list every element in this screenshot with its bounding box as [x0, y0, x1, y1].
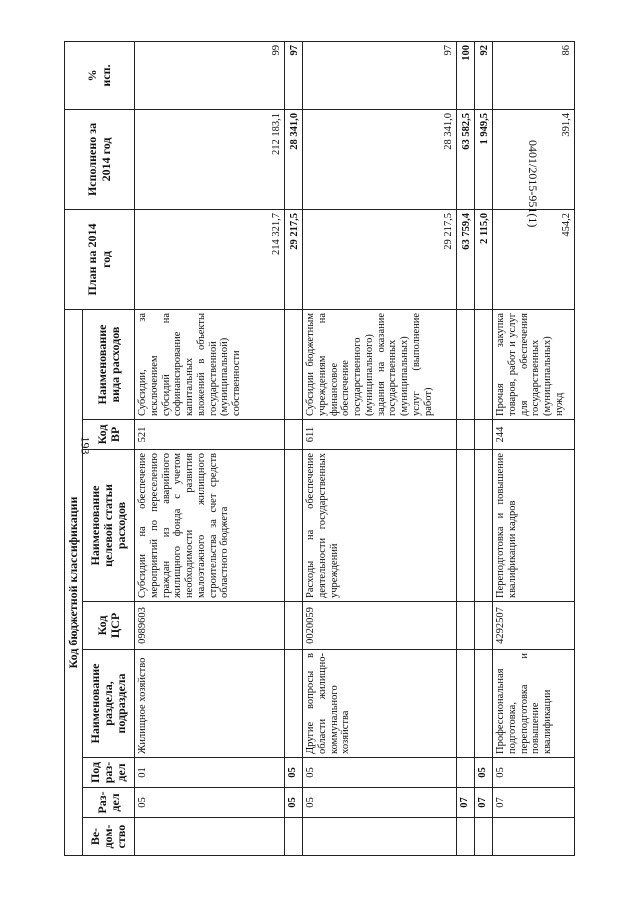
cell-vr: [285, 420, 303, 450]
cell-razdel-name: Другие вопросы в области жилищно-коммунального хозяйства: [303, 650, 457, 758]
rotated-page: [64, 42, 573, 856]
cell-podrazdel: 05: [285, 758, 303, 788]
cell-plan: 2 115,0: [475, 209, 493, 309]
cell-csr-name: [475, 450, 493, 602]
cell-podrazdel: 05: [303, 758, 457, 788]
cell-fact: 28 341,0: [303, 109, 457, 209]
cell-razdel-name: [475, 650, 493, 758]
cell-vr-name: [285, 309, 303, 419]
page-number: 193: [78, 436, 93, 455]
cell-ved: [475, 818, 493, 856]
cell-csr-name: [457, 450, 475, 602]
cell-csr-name: Расходы на обеспечение деятельности государственных учреждений: [303, 450, 457, 602]
cell-vr: [457, 420, 475, 450]
table-row: [303, 41, 457, 855]
budget-table: [64, 41, 575, 856]
cell-vr-name: Прочая закупка товаров, работ и услуг для обеспечения государственных (муниципальных) нужд: [493, 309, 575, 419]
cell-pct: 100: [457, 41, 475, 109]
cell-pct: 97: [285, 41, 303, 109]
cell-csr: 0020059: [303, 602, 457, 650]
cell-fact: 28 341,0: [285, 109, 303, 209]
cell-csr: 4292507: [493, 602, 575, 650]
table-row: [135, 41, 285, 855]
cell-razdel: 07: [457, 788, 475, 818]
cell-ved: [493, 818, 575, 856]
cell-csr: [285, 602, 303, 650]
cell-vr-name: Субсидии бюджетным учреждениям на финансовое обеспечение государственного (муниципального) задания на оказание государственных (муниципальных) услуг (выполнение работ): [303, 309, 457, 419]
header-csr-name: Наименование целевой статьи расходов: [83, 450, 135, 602]
cell-razdel: 05: [135, 788, 285, 818]
header-pct: % исп.: [65, 41, 135, 109]
header-group: Код бюджетной классификации: [65, 309, 83, 855]
cell-pct: 92: [475, 41, 493, 109]
cell-csr-name: Субсидии на обеспечение мероприятий по переселению граждан из аварийного жилищного фонда с учетом необходимости развития малоэтажного жилищного строительства за счет средств областного бюджета: [135, 450, 285, 602]
header-razdel-name: Наименование раздела, подраздела: [83, 650, 135, 758]
cell-ved: [285, 818, 303, 856]
header-plan: План на 2014 год: [65, 209, 135, 309]
cell-fact: 63 582,5: [457, 109, 475, 209]
table-row: [457, 41, 475, 855]
table-row: [285, 41, 303, 855]
cell-fact: 1 949,5: [475, 109, 493, 209]
cell-csr: [457, 602, 475, 650]
header-vr-name: Наименование вида расходов: [83, 309, 135, 419]
cell-csr: 0989603: [135, 602, 285, 650]
table-row: [493, 41, 575, 855]
cell-razdel: 05: [303, 788, 457, 818]
cell-plan: 454,2: [493, 209, 575, 309]
table-row: [475, 41, 493, 855]
document-code: 0401/2015-951(1): [526, 140, 540, 228]
cell-ved: [135, 818, 285, 856]
cell-podrazdel: 01: [135, 758, 285, 788]
cell-razdel-name: [285, 650, 303, 758]
cell-plan: 214 321,7: [135, 209, 285, 309]
cell-razdel-name: Профессиональная подготовка, переподготовка и повышение квалификации: [493, 650, 575, 758]
header-podrazdel: Под раз- дел: [83, 758, 135, 788]
cell-plan: 63 759,4: [457, 209, 475, 309]
cell-fact: 212 183,1: [135, 109, 285, 209]
cell-csr: [475, 602, 493, 650]
header-vr: Код ВР: [83, 420, 135, 450]
cell-razdel: 05: [285, 788, 303, 818]
cell-fact: 391,4: [493, 109, 575, 209]
cell-vr-name: [475, 309, 493, 419]
cell-razdel-name: [457, 650, 475, 758]
header-ved: Ве- дом- ство: [83, 818, 135, 856]
cell-razdel: 07: [475, 788, 493, 818]
cell-vr: 521: [135, 420, 285, 450]
cell-plan: 29 217,5: [285, 209, 303, 309]
cell-pct: 97: [303, 41, 457, 109]
header-razdel: Раз- дел: [83, 788, 135, 818]
header-fact: Исполнено за 2014 год: [65, 109, 135, 209]
cell-vr: [475, 420, 493, 450]
cell-vr: 611: [303, 420, 457, 450]
cell-vr: 244: [493, 420, 575, 450]
cell-plan: 29 217,5: [303, 209, 457, 309]
cell-vr-name: Субсидии, за исключением субсидий на софинансирование капитальных вложений в объекты государственной (муниципальной) собственности: [135, 309, 285, 419]
cell-vr-name: [457, 309, 475, 419]
cell-ved: [303, 818, 457, 856]
header-csr: Код ЦСР: [83, 602, 135, 650]
cell-razdel-name: Жилищное хозяйство: [135, 650, 285, 758]
cell-podrazdel: [457, 758, 475, 788]
cell-csr-name: Переподготовка и повышение квалификации кадров: [493, 450, 575, 602]
cell-pct: 99: [135, 41, 285, 109]
cell-podrazdel: 05: [475, 758, 493, 788]
cell-pct: 86: [493, 41, 575, 109]
cell-ved: [457, 818, 475, 856]
cell-csr-name: [285, 450, 303, 602]
cell-razdel: 07: [493, 788, 575, 818]
cell-podrazdel: 05: [493, 758, 575, 788]
